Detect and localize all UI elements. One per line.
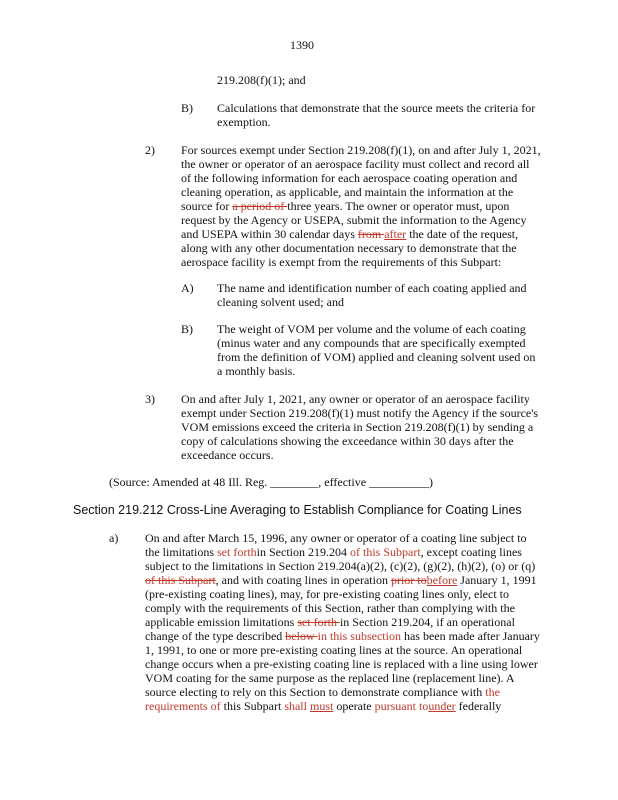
item-3-text: copy of calculations showing the exceedance within 30 days after the [181,434,514,448]
inserted-text: before [426,573,458,587]
page-number: 1390 [290,38,314,52]
subsection-a-text: the limitations set forthin Section 219.204 of this Subpart, except coating lines [145,545,522,559]
inserted-text: set forth [217,545,257,559]
item-b-text: Calculations that demonstrate that the source meets the criteria for [217,101,536,115]
deleted-text: below [285,629,318,643]
item-2-text: request by the Agency or USEPA, submit the information to the Agency [181,213,527,227]
item-2a-text: cleaning solvent used; and [217,295,344,309]
item-2-text: aerospace facility is exempt from the requirements of this Subpart: [181,255,502,269]
inserted-text: the [485,685,500,699]
inserted-text: must [309,699,334,713]
deleted-text: from [357,227,385,241]
subsection-a-text: of this Subpart, and with coating lines in operation prior tobefore January 1, 1991 [145,573,537,587]
inserted-text: in this subsection [317,629,401,643]
deleted-text: of this Subpart [145,573,216,587]
item-3-text: exceedance occurs. [181,448,274,462]
item-2b-text: (minus water and any compounds that are specifically exempted [217,336,526,350]
inserted-text: under [428,699,456,713]
inserted-text: of this Subpart [349,545,421,559]
item-2-label: 2) [145,143,155,157]
subsection-a-text: applicable emission limitations set forth in Section 219.204, if an operational [145,615,515,629]
continued-text: 219.208(f)(1); and [217,73,306,87]
subsection-a-text: (pre-existing coating lines), may, for pre-existing coating lines only, elect to [145,587,510,601]
subsection-a-text: requirements of this Subpart shall must operate pursuant tounder federally [145,699,502,713]
item-2-text: For sources exempt under Section 219.208(f)(1), on and after July 1, 2021, [181,143,541,157]
item-b-text: exemption. [217,115,271,129]
item-2b-text: a monthly basis. [217,364,296,378]
subsection-a-text: On and after March 15, 1996, any owner or operator of a coating line subject to [145,531,527,545]
subsection-a-text: comply with the requirements of this Section, rather than complying with the [145,601,515,615]
inserted-text: after [384,227,407,241]
inserted-text: shall [284,699,307,713]
item-2b-label: B) [181,322,193,336]
deleted-text: a period of [232,199,288,213]
item-b-label: B) [181,101,193,115]
item-2b-text: from the definition of VOM) applied and cleaning solvent used on [217,350,536,364]
item-2a-label: A) [181,281,194,295]
deleted-text: prior to [390,573,427,587]
subsection-a-text: source electing to rely on this Section to demonstrate compliance with the [145,685,500,699]
source-note: (Source: Amended at 48 Ill. Reg. ________, effective __________) [109,475,434,489]
item-2-text: cleaning operation, as applicable, and maintain the information at the [181,185,514,199]
deleted-text: set forth [297,615,340,629]
item-2a-text: The name and identification number of each coating applied and [217,281,527,295]
item-2-text: and USEPA within 30 calendar days from after the date of the request, [181,227,519,241]
subsection-a-text: 1, 1991, to one or more pre-existing coating lines at the source. An operational [145,643,523,657]
item-3-text: On and after July 1, 2021, any owner or operator of an aerospace facility [181,392,530,406]
subsection-a-text: change occurs when a pre-existing coating line is replaced with a line using lower [145,657,538,671]
inserted-text: requirements of [145,699,221,713]
item-2-text: the owner or operator of an aerospace facility must collect and record all [181,157,530,171]
item-2b-text: The weight of VOM per volume and the volume of each coating [217,322,526,336]
subsection-a-text: change of the type described below in this subsection has been made after January [145,629,540,643]
item-3-label: 3) [145,392,155,406]
item-2-text: along with any other documentation necessary to demonstrate that the [181,241,517,255]
item-2-text: source for a period of three years. The owner or operator must, upon [181,199,510,213]
subsection-a-text: subject to the limitations in Section 219.204(a)(2), (c)(2), (g)(2), (h)(2), (o) or (q) [145,559,536,573]
inserted-text: pursuant to [374,699,429,713]
subsection-a-label: a) [109,531,119,545]
item-3-text: exempt under Section 219.208(f)(1) must notify the Agency if the source's [181,406,539,420]
section-heading: Section 219.212 Cross-Line Averaging to Establish Compliance for Coating Lines [73,503,522,517]
item-2-text: of the following information for each aerospace coating operation and [181,171,518,185]
subsection-a-text: VOM coating for the same purpose as the replaced line (replacement line). A [145,671,515,685]
item-3-text: VOM emissions exceed the criteria in Section 219.208(f)(1) by sending a [181,420,534,434]
